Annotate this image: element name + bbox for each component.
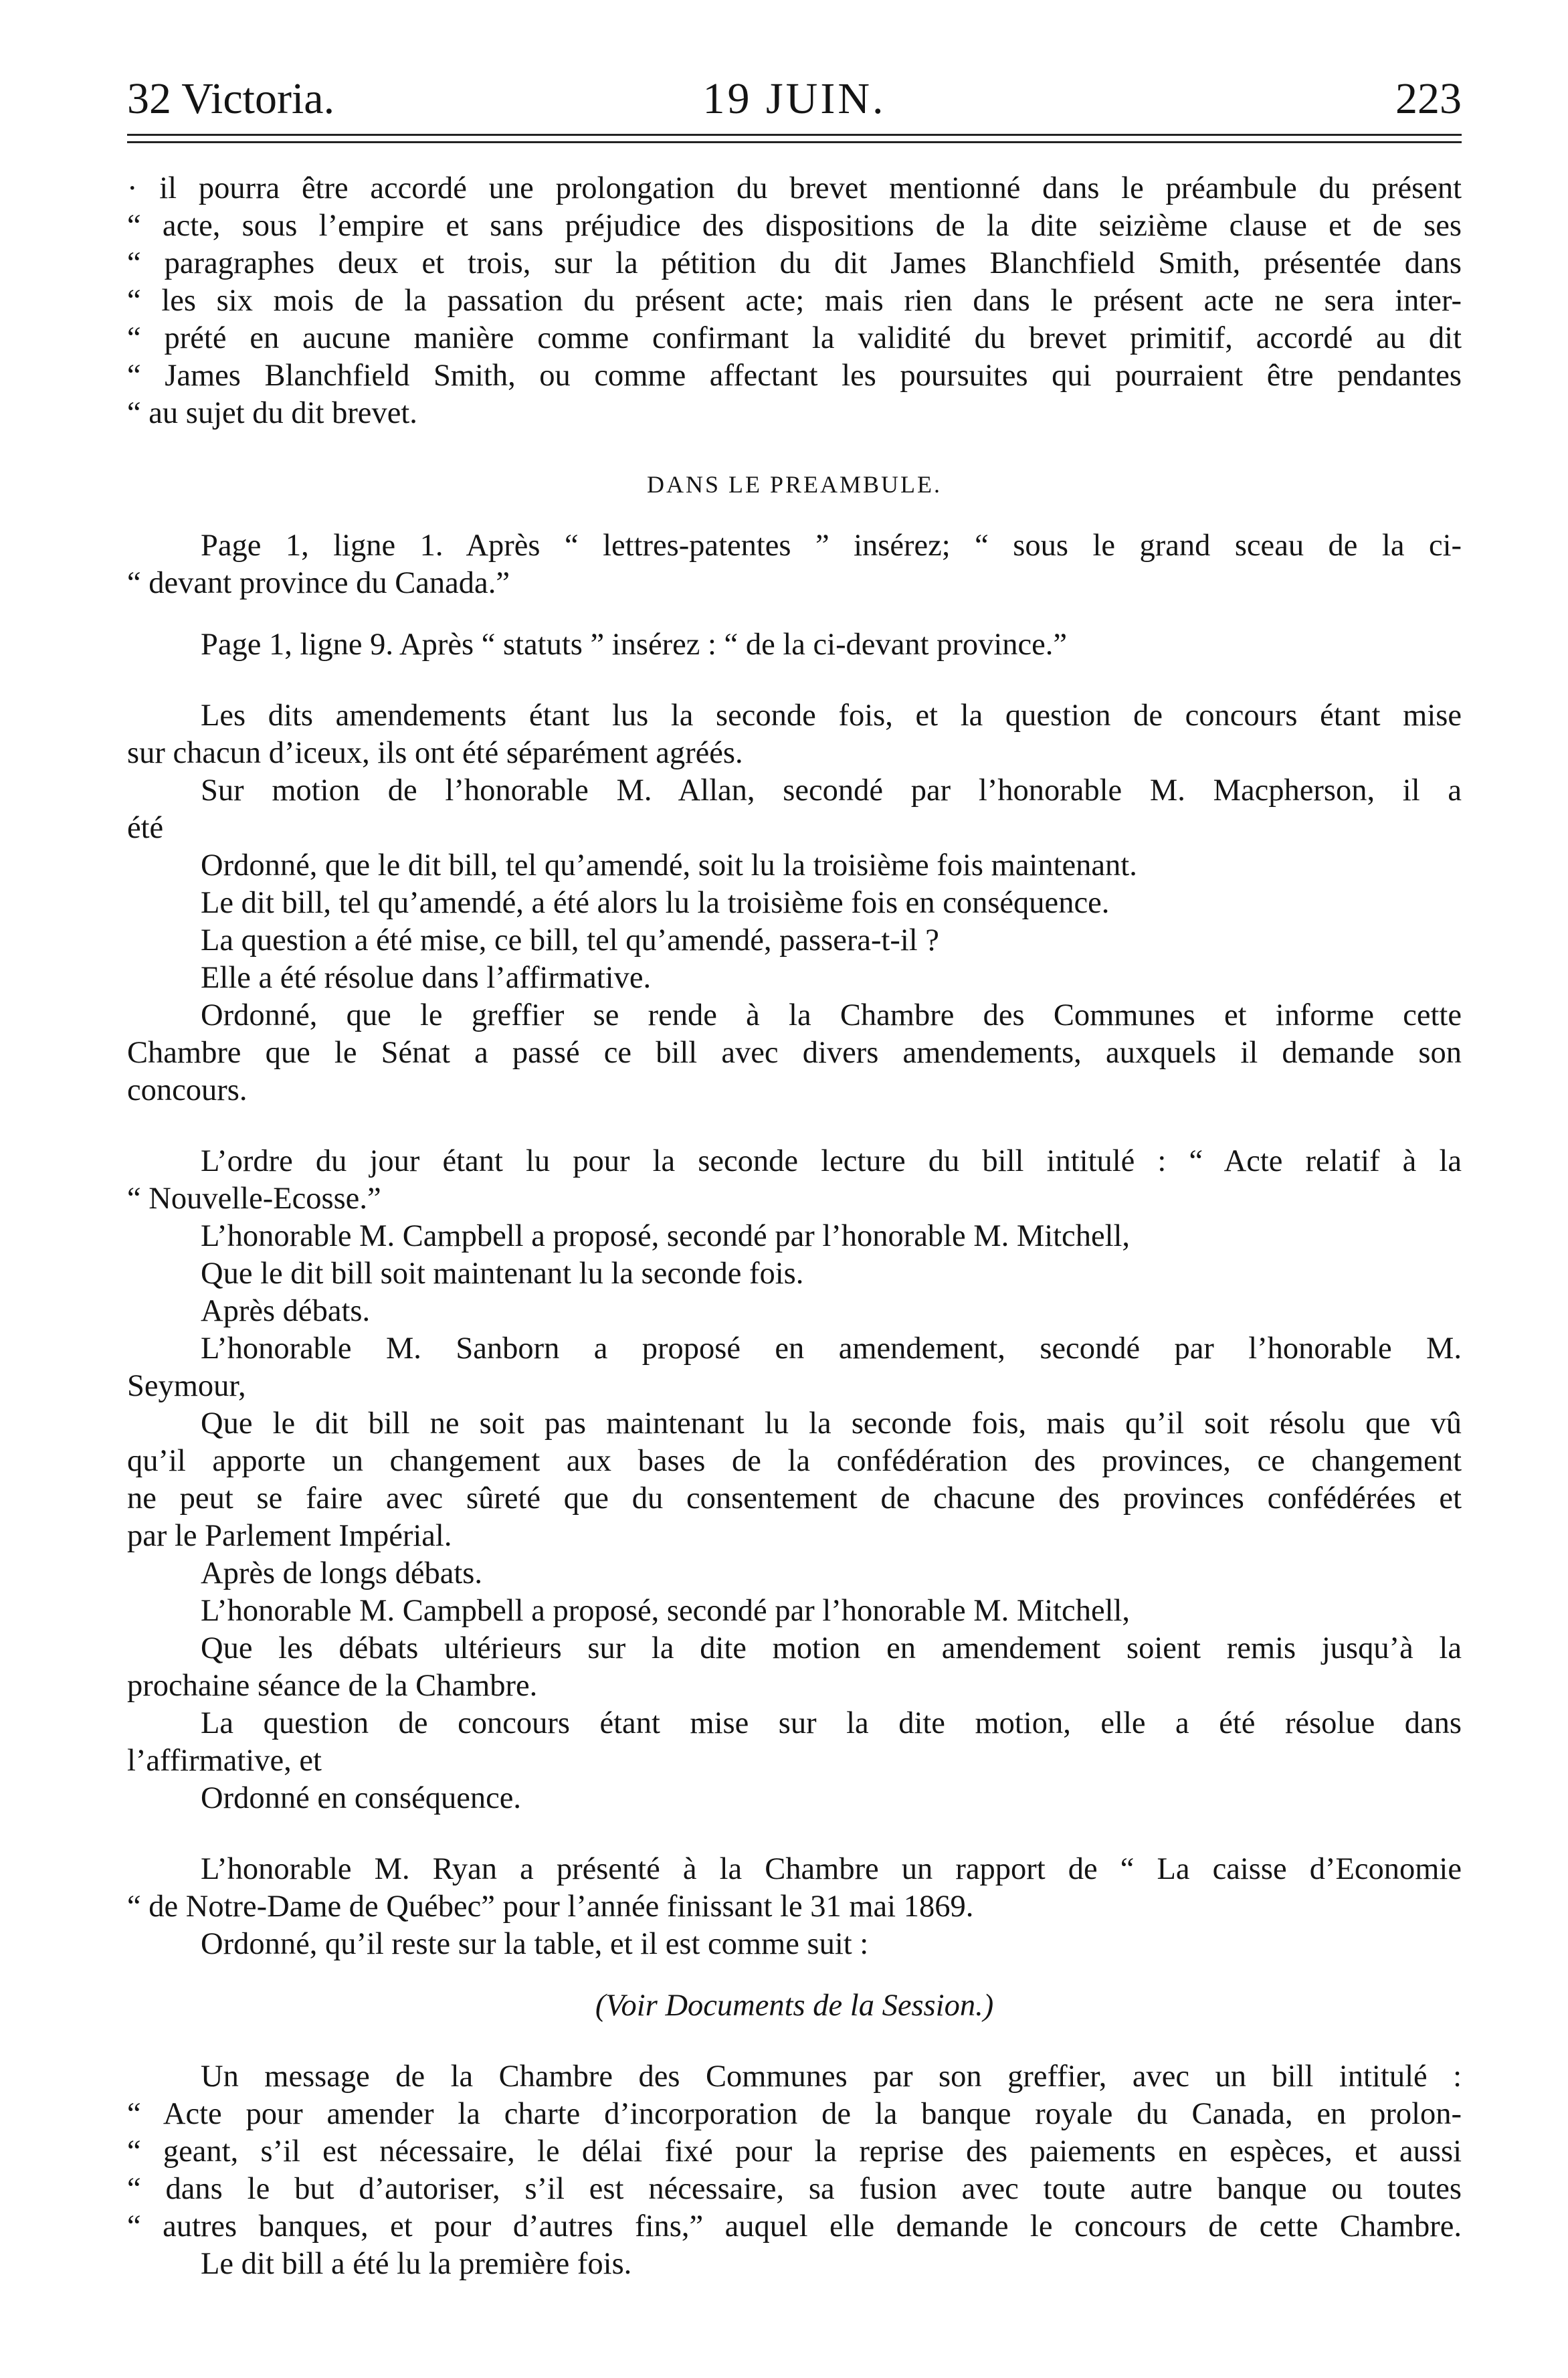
text-line: Seymour,	[127, 1369, 246, 1403]
page-number: 223	[1395, 74, 1462, 123]
text-line: l’affirmative, et	[127, 1744, 322, 1778]
text-line: Chambre que le Sénat a passé ce bill avec divers amendements, auxquels il demande son	[127, 1036, 1462, 1070]
text-line: L’honorable M. Sanborn a proposé en amendement, secondé par l’honorable M.	[201, 1332, 1462, 1366]
header-rule-bottom	[127, 141, 1462, 143]
amendments-adopted	[127, 697, 1462, 1109]
text-line: Après de longs débats.	[201, 1556, 482, 1590]
text-line: · il pourra être accordé une prolongation du brevet mentionné dans le préambule du présent	[127, 171, 1462, 205]
text-line: “ Acte pour amender la charte d’incorporation de la banque royale du Canada, en prolon-	[127, 2097, 1462, 2131]
text-line: Un message de la Chambre des Communes par son greffier, avec un bill intitulé :	[201, 2060, 1462, 2094]
document-page	[127, 60, 1462, 2283]
text-line: Le dit bill, tel qu’amendé, a été alors lu la troisième fois en conséquence.	[201, 886, 1110, 920]
text-line: “ prété en aucune manière comme confirmant la validité du brevet primitif, accordé au dit	[127, 321, 1462, 355]
text-line: L’honorable M. Ryan a présenté à la Chambre un rapport de “ La caisse d’Economie	[201, 1852, 1462, 1886]
text-line: Que le dit bill ne soit pas maintenant lu la seconde fois, mais qu’il soit résolu que vû	[201, 1406, 1462, 1441]
text-line: L’honorable M. Campbell a proposé, secondé par l’honorable M. Mitchell,	[201, 1219, 1131, 1253]
text-line: Les dits amendements étant lus la seconde fois, et la question de concours étant mise	[201, 699, 1462, 733]
session-label: 32 Victoria.	[127, 74, 335, 123]
text-line: “ Nouvelle-Ecosse.”	[127, 1182, 381, 1216]
text-line: “ James Blanchfield Smith, ou comme affectant les poursuites qui pourraient être pendantes	[127, 359, 1462, 393]
amendment-2: Page 1, ligne 9. Après “ statuts ” insérez : “ de la ci-devant province.”	[201, 628, 1068, 662]
text-line: prochaine séance de la Chambre.	[127, 1669, 538, 1703]
text-line: “ autres banques, et pour d’autres fins,” auquel elle demande le concours de cette Chambre.	[127, 2209, 1462, 2244]
text-line: Ordonné, que le dit bill, tel qu’amendé, soit lu la troisième fois maintenant.	[201, 848, 1137, 883]
text-line: “ de Notre-Dame de Québec” pour l’année finissant le 31 mai 1869.	[127, 1890, 974, 1924]
text-line: Sur motion de l’honorable M. Allan, secondé par l’honorable M. Macpherson, il a	[201, 773, 1462, 808]
page-header	[127, 60, 1462, 134]
text-line: ne peut se faire avec sûreté que du consentement de chacune des provinces confédérées et	[127, 1481, 1462, 1516]
text-line: “ au sujet du dit brevet.	[127, 396, 417, 430]
text-line: La question a été mise, ce bill, tel qu’amendé, passera-t-il ?	[201, 923, 939, 957]
nova-scotia-bill-debate	[127, 1143, 1462, 1817]
text-line: qu’il apporte un changement aux bases de la confédération des provinces, ce changement	[127, 1444, 1462, 1478]
text-line: Ordonné en conséquence.	[201, 1781, 522, 1815]
text-line: Que les débats ultérieurs sur la dite motion en amendement soient remis jusqu’à la	[201, 1631, 1462, 1665]
commons-message	[127, 2058, 1462, 2283]
page-body	[127, 170, 1462, 2283]
text-line: Page 1, ligne 1. Après “ lettres-patentes ” insérez; “ sous le grand sceau de la ci-	[201, 529, 1462, 563]
text-line: Que le dit bill soit maintenant lu la seconde fois.	[201, 1257, 804, 1291]
text-line: L’ordre du jour étant lu pour la seconde lecture du bill intitulé : “ Acte relatif à la	[201, 1144, 1462, 1178]
text-line: Ordonné, qu’il reste sur la table, et il est comme suit :	[201, 1927, 869, 1961]
text-line: été	[127, 811, 164, 845]
text-line: “ acte, sous l’empire et sans préjudice des dispositions de la dite seizième clause et de ses	[127, 209, 1462, 243]
text-line: Ordonné, que le greffier se rende à la Chambre des Communes et informe cette	[201, 998, 1462, 1032]
amendment-1	[127, 527, 1462, 602]
text-line: concours.	[127, 1073, 248, 1107]
date-label: 19 JUIN.	[702, 74, 886, 123]
savings-bank-report	[127, 1851, 1462, 1963]
text-line: Après débats.	[201, 1294, 371, 1328]
section-heading: DANS LE PREAMBULE.	[646, 471, 943, 498]
text-line: “ paragraphes deux et trois, sur la pétition du dit James Blanchfield Smith, présentée dans	[127, 246, 1462, 280]
header-rule-top	[127, 134, 1462, 136]
text-line: Elle a été résolue dans l’affirmative.	[201, 961, 652, 995]
text-line: par le Parlement Impérial.	[127, 1519, 452, 1553]
clause-continuation	[127, 170, 1462, 432]
text-line: “ les six mois de la passation du présent acte; mais rien dans le présent acte ne sera inter-	[127, 284, 1462, 318]
text-line: Le dit bill a été lu la première fois.	[201, 2247, 632, 2281]
text-line: “ dans le but d’autoriser, s’il est nécessaire, sa fusion avec toute autre banque ou toutes	[127, 2172, 1462, 2206]
documents-reference: (Voir Documents de la Session.)	[595, 1989, 994, 2023]
text-line: “ devant province du Canada.”	[127, 566, 510, 600]
text-line: sur chacun d’iceux, ils ont été séparément agréés.	[127, 736, 743, 770]
text-line: L’honorable M. Campbell a proposé, secondé par l’honorable M. Mitchell,	[201, 1594, 1131, 1628]
text-line: “ geant, s’il est nécessaire, le délai fixé pour la reprise des paiements en espèces, et aussi	[127, 2134, 1462, 2169]
text-line: La question de concours étant mise sur la dite motion, elle a été résolue dans	[201, 1706, 1462, 1740]
